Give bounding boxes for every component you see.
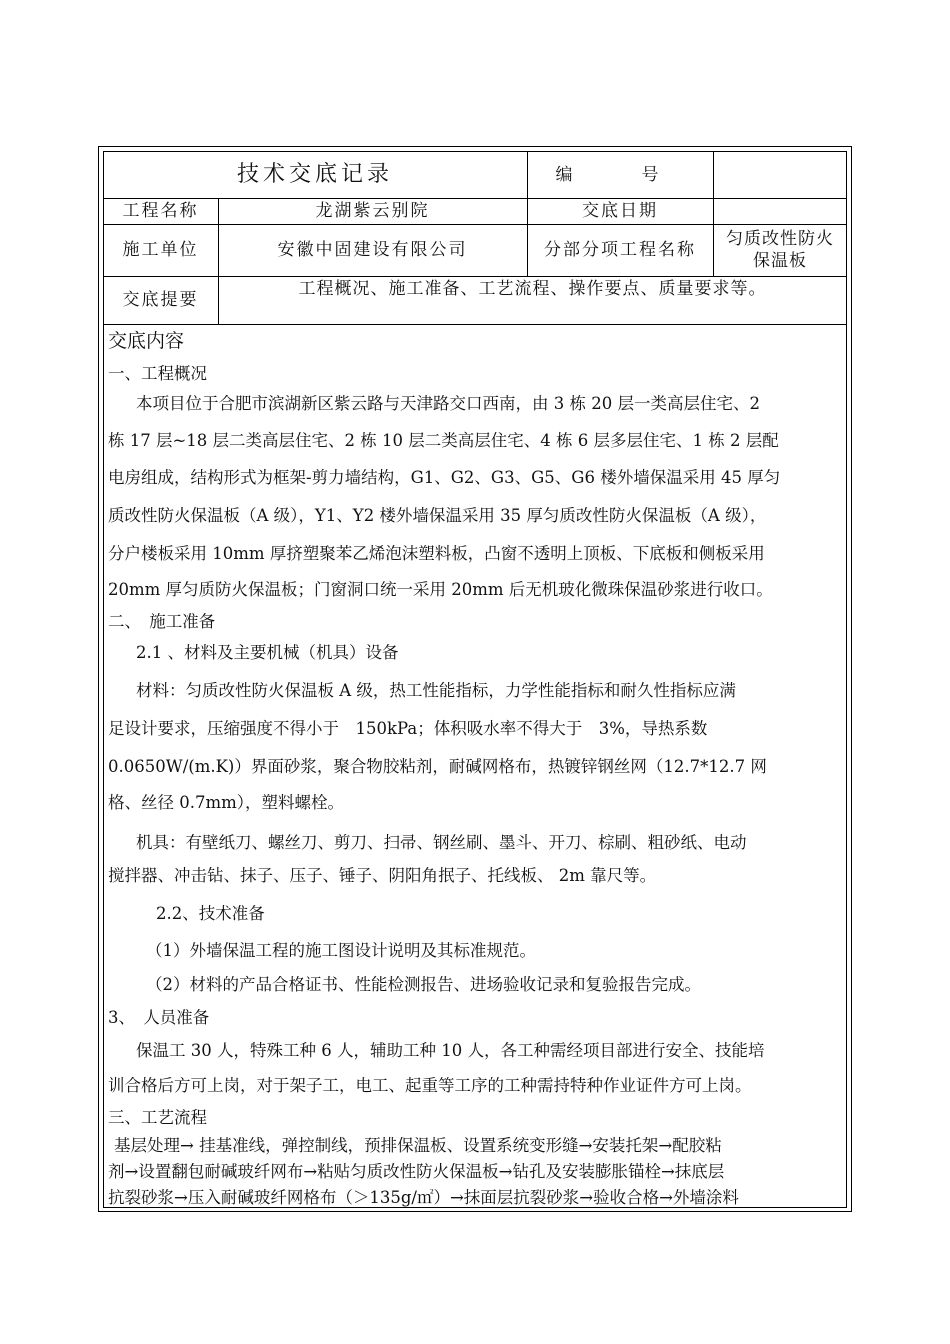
summary-label: 交底提要 [122, 290, 199, 310]
paragraph-line: 足设计要求，压缩强度不得小于 150kPa；体积吸水率不得大于 3%，导热系数 [108, 719, 708, 738]
paragraph-line: 本项目位于合肥市滨湖新区紫云路与天津路交口西南，由 3 栋 20 层一类高层住宅、2 [136, 394, 760, 413]
paragraph-line: 训合格后方可上岗，对于架子工，电工、起重等工序的工种需持特种作业证件方可上岗。 [108, 1076, 752, 1095]
paragraph-line: 电房组成，结构形式为框架-剪力墙结构，G1、G2、G3、G5、G6 楼外墙保温采用 45 厚匀 [108, 468, 781, 487]
number-value [713, 151, 847, 198]
unit-label: 施工单位 [122, 240, 199, 260]
subproject-value [713, 224, 847, 276]
paragraph-line: 栋 17 层~18 层二类高层住宅、2 栋 10 层二类高层住宅、4 栋 6 层多层住宅、1 栋 2 层配 [108, 431, 779, 450]
project-name-label: 工程名称 [122, 201, 199, 221]
paragraph-line: （2）材料的产品合格证书、性能检测报告、进场验收记录和复验报告完成。 [146, 975, 701, 994]
date-label: 交底日期 [582, 201, 658, 221]
number-label: 编 号 [555, 164, 685, 185]
unit-value: 安徽中固建设有限公司 [277, 240, 468, 260]
paragraph-line: 剂→设置翻包耐碱玻纤网布→粘贴匀质改性防火保温板→钻孔及安装膨胀锚栓→抹底层 [108, 1162, 725, 1181]
paragraph-line: 保温工 30 人，特殊工种 6 人，辅助工种 10 人，各工种需经项目部进行安全、技能培 [136, 1041, 765, 1060]
paragraph-line: 材料：匀质改性防火保温板 A 级，热工性能指标，力学性能指标和耐久性指标应满 [136, 681, 736, 700]
paragraph-line: （1）外墙保温工程的施工图设计说明及其标准规范。 [146, 941, 536, 960]
subproject-value-line1: 匀质改性防火 [726, 229, 834, 249]
paragraph-line: 0.0650W/(m.K)）界面砂浆，聚合物胶粘剂，耐碱网格布，热镀锌钢丝网（12.7*12.7 网 [108, 757, 767, 776]
paragraph-line: 搅拌器、冲击钻、抹子、压子、锤子、阴阳角抿子、托线板、 2m 靠尺等。 [108, 866, 657, 885]
section-heading: 一、工程概况 [108, 364, 207, 383]
project-name-value: 龙湖紫云别院 [315, 201, 430, 221]
content-heading: 交底内容 [108, 330, 185, 352]
document-title: 技术交底记录 [236, 161, 393, 187]
section-heading: 二、 施工准备 [108, 612, 216, 631]
paragraph-line: 质改性防火保温板（A 级），Y1、Y2 楼外墙保温采用 35 厚匀质改性防火保温板（A 级）， [108, 506, 767, 525]
paragraph-line: 抗裂砂浆→压入耐碱玻纤网格布（＞135g/㎡）→抹面层抗裂砂浆→验收合格→外墙涂料 [108, 1188, 739, 1207]
section-heading: 3、 人员准备 [108, 1008, 210, 1027]
row-divider [103, 324, 847, 325]
subproject-value-line2: 保温板 [753, 251, 807, 271]
subproject-label: 分部分项工程名称 [544, 240, 696, 260]
date-value [713, 198, 847, 224]
paragraph-line: 机具：有壁纸刀、螺丝刀、剪刀、扫帚、钢丝刷、墨斗、开刀、棕刷、粗砂纸、电动 [136, 833, 747, 852]
paragraph-line: 分户楼板采用 10mm 厚挤塑聚苯乙烯泡沫塑料板，凸窗不透明上顶板、下底板和侧板采用 [108, 544, 765, 563]
paragraph-line: 基层处理→ 挂基准线，弹控制线，预排保温板、设置系统变形缝→安装托架→配胶粘 [114, 1136, 722, 1155]
summary-value: 工程概况、施工准备、工艺流程、操作要点、质量要求等。 [298, 279, 767, 299]
paragraph-line: 格、丝径 0.7mm），塑料螺栓。 [108, 793, 345, 812]
section-heading: 三、工艺流程 [108, 1108, 207, 1127]
paragraph-line: 20mm 厚匀质防火保温板；门窗洞口统一采用 20mm 后无机玻化微珠保温砂浆进行收口。 [108, 580, 773, 599]
subsection-heading: 2.2、技术准备 [156, 904, 265, 923]
subsection-heading: 2.1 、材料及主要机械（机具）设备 [136, 643, 399, 662]
